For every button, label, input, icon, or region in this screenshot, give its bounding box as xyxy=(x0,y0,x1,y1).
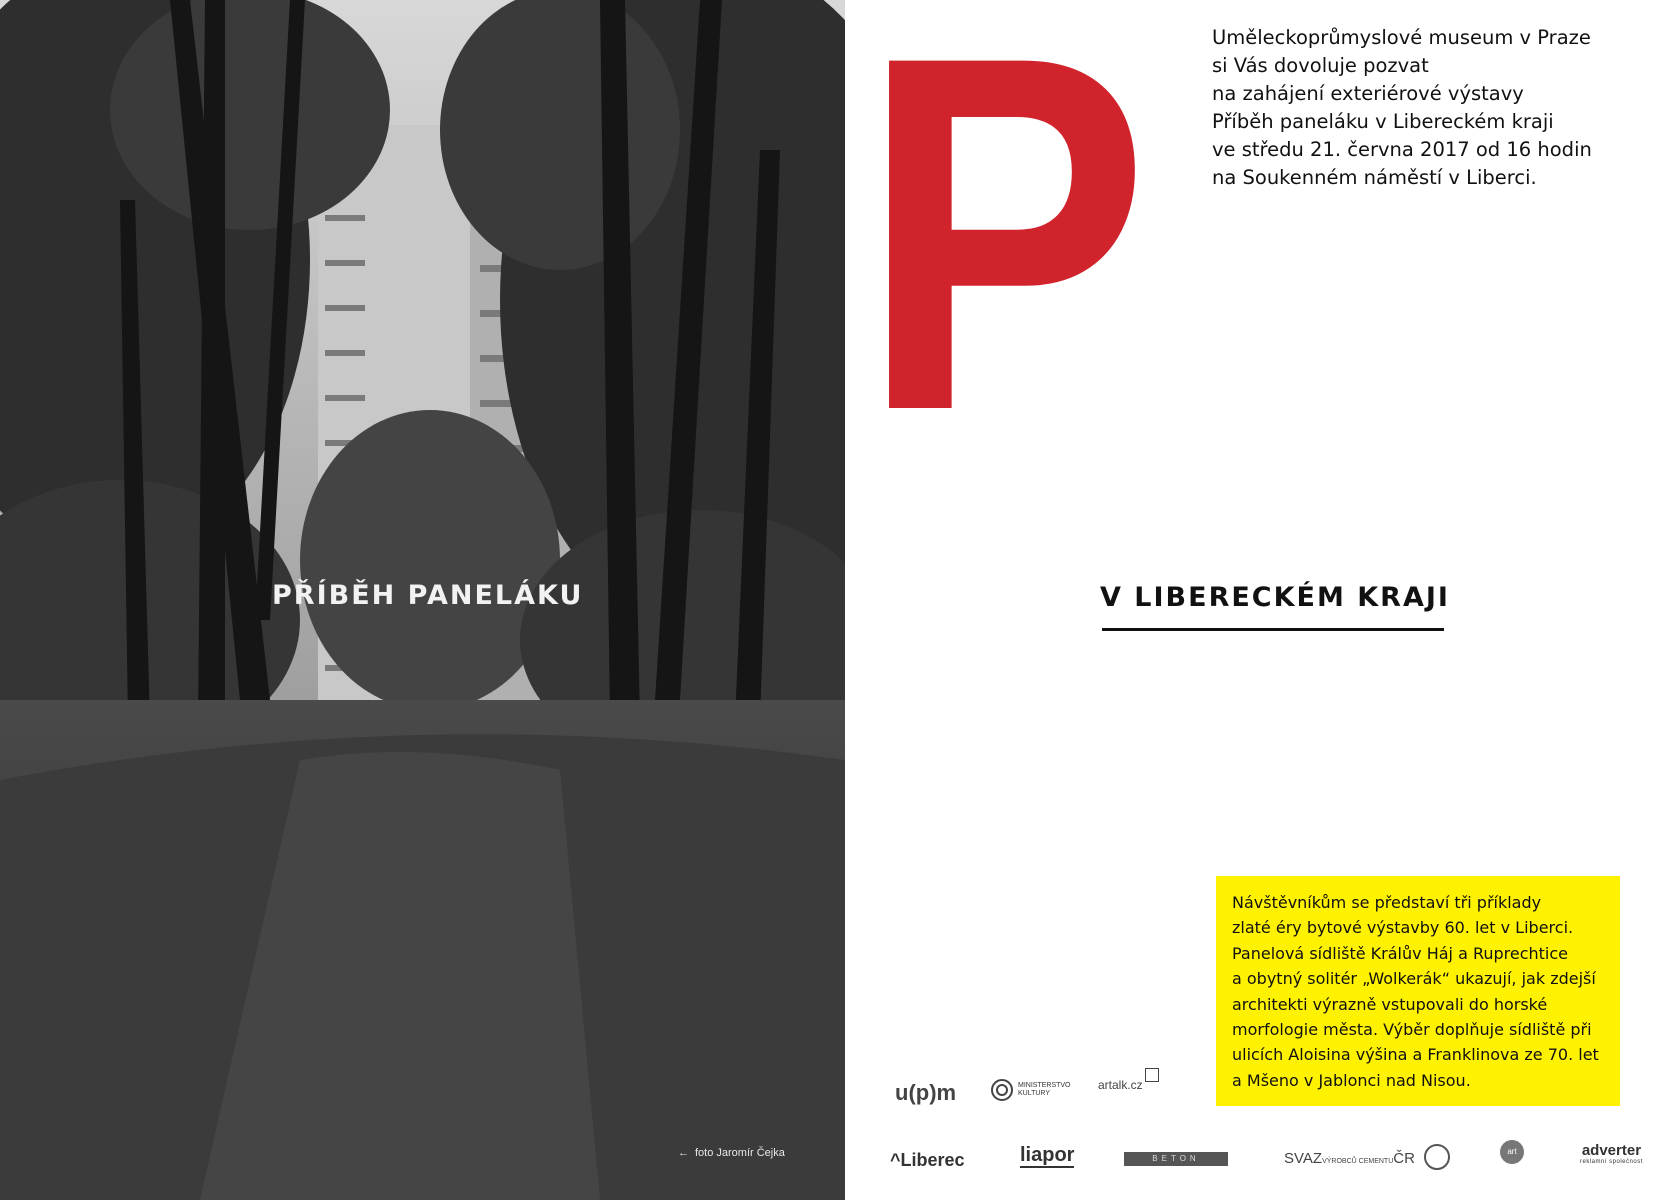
subtitle: V LIBERECKÉM KRAJI xyxy=(1100,582,1450,613)
info-line: Panelová sídliště Králův Háj a Ruprechtice xyxy=(1232,943,1569,963)
info-line: ulicích Aloisina výšina a Franklinova ze 70. let xyxy=(1232,1045,1599,1065)
artalk-logo xyxy=(1098,1078,1159,1092)
ministry-of-culture-logo xyxy=(990,1078,1071,1102)
adverter-logo-sub: reklamní společnost xyxy=(1580,1159,1643,1165)
speech-bubble-icon xyxy=(1145,1068,1159,1082)
ministry-emblem-icon xyxy=(990,1078,1014,1102)
subtitle-underline xyxy=(1102,628,1444,631)
liapor-logo: liapor xyxy=(1020,1144,1075,1166)
photo-credit xyxy=(678,1147,785,1159)
ministry-logo-line: MINISTERSTVO xyxy=(1018,1082,1071,1089)
info-line: architekti výrazně vstupovali do horské xyxy=(1232,994,1548,1014)
big-red-letter: P xyxy=(860,0,1150,516)
beton-logo: BETON xyxy=(1124,1152,1228,1166)
svaz-logo-end: ČR xyxy=(1393,1150,1415,1167)
info-line: morfologie města. Výběr doplňuje sídliště při xyxy=(1232,1020,1592,1040)
info-line: Návštěvníkům se představí tři příklady xyxy=(1232,893,1542,912)
photo-title: PŘÍBĚH PANELÁKU xyxy=(272,580,584,611)
info-line: zlaté éry bytové výstavby 60. let v Liberci. xyxy=(1232,918,1574,938)
info-box xyxy=(1216,876,1620,1106)
info-text xyxy=(1232,890,1599,1093)
invitation-line: na Soukenném náměstí v Liberci. xyxy=(1212,166,1537,189)
info-line: a Mšeno v Jablonci nad Nisou. xyxy=(1232,1070,1471,1090)
photo-credit-text: foto Jaromír Čejka xyxy=(695,1147,785,1159)
upm-logo: u(p)m xyxy=(895,1080,957,1105)
adverter-logo xyxy=(1580,1142,1643,1165)
svaz-logo-small: VÝROBCŮ CEMENTU xyxy=(1322,1158,1394,1165)
invitation-line: na zahájení exteriérové výstavy xyxy=(1212,82,1524,105)
invitation-line: ve středu 21. června 2017 od 16 hodin xyxy=(1212,138,1592,161)
liberec-logo: ^Liberec xyxy=(890,1150,965,1170)
artalk-logo-text: artalk.cz xyxy=(1098,1078,1143,1092)
arrow-left-icon: ← xyxy=(678,1147,689,1159)
info-line: a obytný solitér „Wolkerák“ ukazují, jak zdejší xyxy=(1232,969,1596,989)
invitation-line: si Vás dovoluje pozvat xyxy=(1212,54,1429,77)
art-logo: art xyxy=(1500,1140,1524,1164)
ministry-logo-line: KULTURY xyxy=(1018,1090,1051,1097)
svaz-cementu-logo xyxy=(1284,1150,1415,1167)
invitation-line: Uměleckoprůmyslové museum v Praze xyxy=(1212,26,1591,49)
seal-logo-icon xyxy=(1424,1144,1450,1170)
svaz-logo-main: SVAZ xyxy=(1284,1150,1323,1167)
invitation-text xyxy=(1212,24,1592,192)
adverter-logo-text: adverter xyxy=(1581,1142,1642,1159)
invitation-line: Příběh paneláku v Libereckém kraji xyxy=(1212,110,1554,133)
